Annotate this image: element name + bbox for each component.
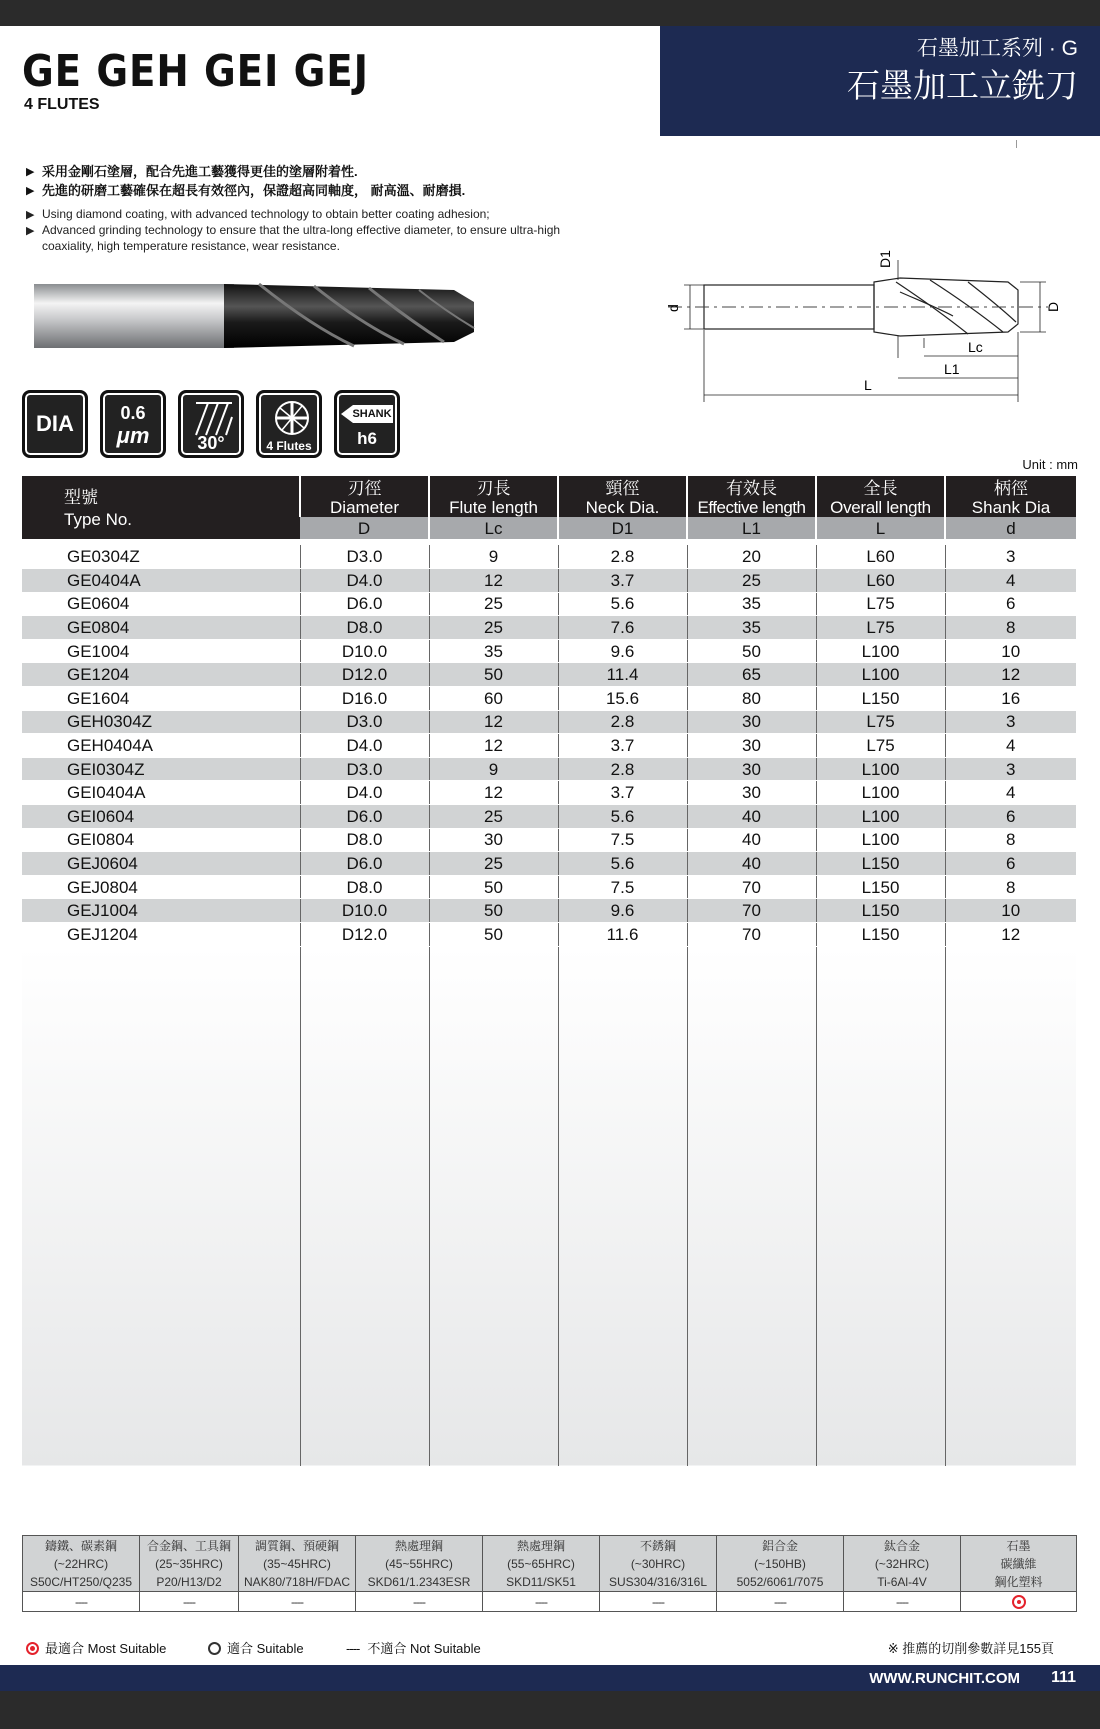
table-row [22, 923, 1076, 947]
material-hardness: (55~65HRC) [507, 1556, 575, 1571]
material-name: 合金鋼、工具鋼 [146, 1538, 231, 1553]
table-row [22, 805, 1076, 829]
four-flute-cross-icon [272, 398, 312, 438]
suitability-cell: ---- [23, 1592, 140, 1612]
flutes-subtitle: 4 FLUTES [24, 96, 100, 113]
material-name: 石墨 [1006, 1538, 1031, 1553]
triangle-bullet-icon: ▶ [26, 225, 35, 237]
column-header-zh: 刃徑 [347, 479, 382, 498]
table-cell: L150 [816, 852, 945, 876]
flutes-label: 4 Flutes [266, 439, 312, 453]
table-cell: 3 [945, 710, 1076, 734]
symbol-cell: L [816, 517, 945, 539]
legend-most [26, 1638, 166, 1657]
type-no-cell: GE0304Z [22, 545, 300, 569]
material-name: 調質鋼、預硬鋼 [254, 1538, 339, 1553]
table-cell: 11.4 [558, 663, 687, 687]
table-cell: D6.0 [300, 592, 429, 616]
material-hardness: (~150HB) [754, 1556, 806, 1571]
material-cell [844, 1536, 961, 1592]
table-cell: 16 [945, 687, 1076, 711]
table-cell: 50 [429, 899, 558, 923]
table-cell: 8 [945, 875, 1076, 899]
table-cell: L100 [816, 828, 945, 852]
type-no-cell: GEJ1004 [22, 899, 300, 923]
table-row [22, 828, 1076, 852]
table-cell: D12.0 [300, 663, 429, 687]
type-no-cell: GE0404A [22, 569, 300, 593]
table-cell: D4.0 [300, 781, 429, 805]
material-examples: SUS304/316/316L [608, 1574, 708, 1589]
most-suitable-icon [1012, 1595, 1026, 1609]
table-cell: 7.5 [558, 828, 687, 852]
suitability-row [23, 1592, 1077, 1612]
symbol-cell: L1 [687, 517, 816, 539]
unit-label: Unit : mm [1022, 457, 1078, 472]
table-cell: 50 [429, 663, 558, 687]
table-row [22, 852, 1076, 876]
type-no-cell: GEH0304Z [22, 710, 300, 734]
suitability-cell: ---- [239, 1592, 356, 1612]
empty-filler-row [22, 946, 1076, 1466]
feature-text: Advanced grinding technology to ensure that the ultra-long effective diameter, to ensure ultra-high coaxiality, high temperature resistance, wear resistance. [42, 223, 561, 253]
series-label: 石墨加工系列 · G [917, 37, 1078, 60]
material-cell [239, 1536, 356, 1592]
suitability-cell [961, 1592, 1077, 1612]
table-cell: 5.6 [558, 592, 687, 616]
model-title: GE GEH GEI GEJ [22, 46, 369, 97]
material-name: 熱處理鋼 [394, 1538, 443, 1553]
material-cell [23, 1536, 140, 1592]
column-header-en: Overall length [830, 498, 931, 517]
table-cell: 2.8 [558, 710, 687, 734]
table-cell: 25 [429, 592, 558, 616]
top-bar [0, 0, 1100, 26]
table-row [22, 781, 1076, 805]
material-examples: SKD11/SK51 [506, 1574, 576, 1589]
suitability-cell: ---- [140, 1592, 239, 1612]
material-cell [356, 1536, 483, 1592]
table-cell: 2.8 [558, 757, 687, 781]
table-cell: 70 [687, 875, 816, 899]
material-name: 鋁合金 [761, 1538, 798, 1553]
dimension-diagram [665, 240, 1080, 400]
table-cell: 6 [945, 592, 1076, 616]
legend-not-suitable-text: 不適合 Not Suitable [367, 1641, 481, 1656]
bottom-bar [0, 1691, 1100, 1729]
material-name: 鑄鐵、碳素鋼 [44, 1538, 117, 1553]
material-cell [140, 1536, 239, 1592]
table-row [22, 545, 1076, 569]
table-cell: 3.7 [558, 569, 687, 593]
spec-table-body [22, 539, 1076, 1466]
flutes-icon [256, 390, 322, 458]
suitability-cell: ---- [600, 1592, 717, 1612]
table-cell: 80 [687, 687, 816, 711]
table-cell: 50 [429, 875, 558, 899]
label-D1: D1 [877, 250, 893, 268]
table-cell: 7.6 [558, 616, 687, 640]
material-examples: S50C/HT250/Q235 [29, 1574, 133, 1589]
material-cell [961, 1536, 1077, 1592]
legend-suitable [208, 1638, 304, 1657]
empty-cell [687, 946, 816, 1466]
table-cell: L150 [816, 899, 945, 923]
table-cell: 7.5 [558, 875, 687, 899]
feature-text: 先進的研磨工藝確保在超長有效徑內，保證超高同軸度， 耐高溫、耐磨損. [42, 183, 466, 198]
table-cell: 10 [945, 639, 1076, 663]
type-no-cell: GEJ0604 [22, 852, 300, 876]
table-cell: D6.0 [300, 805, 429, 829]
label-D: D [1045, 301, 1061, 312]
dia-icon [22, 390, 88, 458]
symbol-cell: Lc [429, 517, 558, 539]
type-no-cell: GEI0604 [22, 805, 300, 829]
table-cell: 12 [429, 734, 558, 758]
table-cell: 12 [945, 923, 1076, 947]
table-cell: 6 [945, 805, 1076, 829]
table-cell: 3 [945, 757, 1076, 781]
table-row [22, 639, 1076, 663]
label-L: L [864, 377, 872, 393]
table-cell: L75 [816, 734, 945, 758]
table-cell: D3.0 [300, 757, 429, 781]
column-header [816, 476, 945, 517]
shank-label: SHANK [352, 408, 392, 420]
table-row [22, 687, 1076, 711]
type-no-cell: GE0804 [22, 616, 300, 640]
table-cell: 12 [429, 710, 558, 734]
material-examples: NAK80/718H/FDAC [243, 1574, 351, 1589]
type-no-cell: GEI0304Z [22, 757, 300, 781]
table-cell: 4 [945, 734, 1076, 758]
column-header [945, 476, 1076, 517]
table-cell: 50 [687, 639, 816, 663]
table-cell: 35 [687, 592, 816, 616]
symbol-cell: D [300, 517, 429, 539]
material-hardness: (~30HRC) [630, 1556, 686, 1571]
table-cell: L100 [816, 663, 945, 687]
most-suitable-icon [26, 1642, 39, 1655]
table-cell: 70 [687, 923, 816, 947]
suitability-cell: ---- [717, 1592, 844, 1612]
table-cell: 30 [687, 781, 816, 805]
type-no-cell: GE1004 [22, 639, 300, 663]
table-cell: 30 [429, 828, 558, 852]
table-cell: 8 [945, 616, 1076, 640]
material-cell [717, 1536, 844, 1592]
table-cell: D3.0 [300, 545, 429, 569]
table-cell: 70 [687, 899, 816, 923]
column-header [558, 476, 687, 517]
table-cell: 25 [429, 852, 558, 876]
table-cell: L150 [816, 875, 945, 899]
table-cell: 15.6 [558, 687, 687, 711]
material-name: 熱處理鋼 [516, 1538, 565, 1553]
table-cell: 35 [687, 616, 816, 640]
triangle-bullet-icon: ▶ [26, 209, 35, 221]
type-no-cell: GE1204 [22, 663, 300, 687]
feature-text: 采用金剛石塗層，配合先進工藝獲得更佳的塗層附着性. [42, 164, 358, 179]
empty-cell [816, 946, 945, 1466]
table-cell: 4 [945, 781, 1076, 805]
table-cell: L100 [816, 757, 945, 781]
table-row [22, 757, 1076, 781]
column-header-en: Diameter [330, 498, 399, 517]
table-cell: L100 [816, 639, 945, 663]
column-header [300, 476, 429, 517]
material-name: 不銹鋼 [639, 1538, 676, 1553]
label-L1: L1 [944, 361, 960, 377]
material-hardness: (35~45HRC) [263, 1556, 331, 1571]
suitability-cell: ---- [483, 1592, 600, 1612]
table-cell: 4 [945, 569, 1076, 593]
table-cell: 8 [945, 828, 1076, 852]
table-cell: 9 [429, 757, 558, 781]
table-cell: D8.0 [300, 875, 429, 899]
table-cell: D4.0 [300, 569, 429, 593]
table-cell: L75 [816, 592, 945, 616]
table-cell: 10 [945, 899, 1076, 923]
type-no-cell: GE1604 [22, 687, 300, 711]
helix-angle-icon [178, 390, 244, 458]
table-cell: L100 [816, 805, 945, 829]
table-cell: D12.0 [300, 923, 429, 947]
website-link[interactable]: WWW.RUNCHIT.COM [869, 1670, 1020, 1687]
label-Lc: Lc [968, 339, 983, 355]
symbol-cell: D1 [558, 517, 687, 539]
table-cell: 30 [687, 710, 816, 734]
table-cell: 12 [429, 569, 558, 593]
table-cell: 50 [429, 923, 558, 947]
table-cell: 5.6 [558, 852, 687, 876]
table-cell: L75 [816, 616, 945, 640]
table-cell: 35 [429, 639, 558, 663]
material-examples: 5052/6061/7075 [736, 1574, 824, 1589]
label-d: d [665, 304, 681, 312]
table-cell: 6 [945, 852, 1076, 876]
spec-table [22, 476, 1076, 1467]
table-cell: D16.0 [300, 687, 429, 711]
table-cell: 12 [945, 663, 1076, 687]
table-cell: D8.0 [300, 828, 429, 852]
table-cell: D4.0 [300, 734, 429, 758]
column-header-zh: 型號 [64, 488, 98, 507]
table-cell: 9 [429, 545, 558, 569]
empty-cell [300, 946, 429, 1466]
table-cell: L150 [816, 923, 945, 947]
table-cell: 3.7 [558, 734, 687, 758]
legend-most-text: 最適合 Most Suitable [45, 1641, 167, 1656]
material-hardness: (25~35HRC) [155, 1556, 223, 1571]
table-cell: 25 [429, 805, 558, 829]
feature-item [26, 222, 586, 254]
table-cell: 3.7 [558, 781, 687, 805]
page-number: 111 [1051, 1669, 1076, 1686]
column-header [22, 476, 300, 539]
triangle-bullet-icon: ▶ [26, 185, 35, 197]
page-footer [0, 1665, 1100, 1691]
legend-not-suitable [346, 1638, 481, 1657]
type-no-cell: GEI0404A [22, 781, 300, 805]
table-row [22, 592, 1076, 616]
table-cell: L60 [816, 569, 945, 593]
table-cell: 9.6 [558, 639, 687, 663]
material-name: 鈦合金 [883, 1538, 920, 1553]
table-header-row [22, 476, 1076, 517]
material-hardness: 碳纖維 [1000, 1556, 1037, 1571]
table-cell: 60 [429, 687, 558, 711]
feature-item [26, 181, 586, 200]
material-hardness: (~32HRC) [874, 1556, 930, 1571]
type-no-cell: GEH0404A [22, 734, 300, 758]
empty-cell [945, 946, 1076, 1466]
type-no-cell: GEJ0804 [22, 875, 300, 899]
feature-item [26, 162, 586, 181]
feature-list [26, 162, 586, 254]
not-suitable-icon: ---- [346, 1641, 360, 1656]
column-header [687, 476, 816, 517]
material-hardness: (45~55HRC) [385, 1556, 453, 1571]
helix-angle: 30° [197, 433, 225, 453]
column-header [429, 476, 558, 517]
column-header-zh: 柄徑 [994, 479, 1028, 498]
feature-icons [22, 390, 400, 458]
table-cell: D10.0 [300, 639, 429, 663]
table-cell: D6.0 [300, 852, 429, 876]
empty-cell [22, 946, 300, 1466]
table-cell: L60 [816, 545, 945, 569]
triangle-bullet-icon: ▶ [26, 166, 35, 178]
coating-unit: μm [116, 423, 150, 448]
material-table [22, 1535, 1077, 1612]
table-cell: 30 [687, 757, 816, 781]
table-cell: 25 [429, 616, 558, 640]
column-header-en: Type No. [64, 510, 133, 529]
legend-suitable-text: 適合 Suitable [227, 1641, 304, 1656]
table-cell: 25 [687, 569, 816, 593]
column-header-en: Neck Dia. [585, 498, 660, 517]
column-header-en: Effective length [697, 498, 806, 517]
column-header-zh: 刃長 [476, 479, 511, 498]
feature-text: Using diamond coating, with advanced technology to obtain better coating adhesion; [42, 207, 490, 221]
symbol-cell: d [945, 517, 1076, 539]
material-names-row [23, 1536, 1077, 1592]
divider [1016, 140, 1017, 148]
legend-note: ※ 推薦的切削參數詳見155頁 [887, 1641, 1054, 1656]
shank-tolerance: h6 [357, 429, 377, 448]
table-cell: 12 [429, 781, 558, 805]
material-cell [600, 1536, 717, 1592]
table-cell: L150 [816, 687, 945, 711]
end-mill-photo [34, 282, 484, 350]
page-header [0, 26, 1100, 136]
table-row [22, 569, 1076, 593]
column-header-en: Flute length [449, 498, 538, 517]
material-examples: SKD61/1.2343ESR [367, 1574, 471, 1589]
empty-cell [429, 946, 558, 1466]
type-no-cell: GEI0804 [22, 828, 300, 852]
suitability-cell: ---- [844, 1592, 961, 1612]
series-name: 石墨加工立銑刀 [847, 67, 1078, 104]
table-cell: 20 [687, 545, 816, 569]
table-cell: 40 [687, 852, 816, 876]
table-cell: D8.0 [300, 616, 429, 640]
dia-label: DIA [36, 411, 74, 436]
material-examples: Ti-6Al-4V [877, 1574, 927, 1589]
table-row [22, 899, 1076, 923]
table-cell: 40 [687, 828, 816, 852]
type-no-cell: GEJ1204 [22, 923, 300, 947]
table-cell: L75 [816, 710, 945, 734]
material-examples: P20/H13/D2 [156, 1574, 222, 1589]
table-cell: 40 [687, 805, 816, 829]
table-cell: 11.6 [558, 923, 687, 947]
column-header-zh: 全長 [863, 479, 898, 498]
suitable-icon [208, 1642, 221, 1655]
column-header-en: Shank Dia [971, 498, 1051, 517]
table-cell: 65 [687, 663, 816, 687]
coating-value: 0.6 [120, 403, 146, 423]
table-cell: 30 [687, 734, 816, 758]
table-cell: 2.8 [558, 545, 687, 569]
table-cell: D10.0 [300, 899, 429, 923]
table-row [22, 710, 1076, 734]
column-header-zh: 頸徑 [605, 479, 640, 498]
coating-thickness-icon [100, 390, 166, 458]
table-row [22, 663, 1076, 687]
table-cell: 3 [945, 545, 1076, 569]
table-row [22, 875, 1076, 899]
type-no-cell: GE0604 [22, 592, 300, 616]
table-row [22, 734, 1076, 758]
material-examples: 鋼化塑料 [994, 1574, 1043, 1589]
table-cell: L100 [816, 781, 945, 805]
material-cell [483, 1536, 600, 1592]
table-row [22, 616, 1076, 640]
shank-tolerance-icon [334, 390, 400, 458]
table-cell: D3.0 [300, 710, 429, 734]
table-cell: 5.6 [558, 805, 687, 829]
suitability-cell: ---- [356, 1592, 483, 1612]
empty-cell [558, 946, 687, 1466]
column-header-zh: 有效長 [726, 479, 777, 498]
material-hardness: (~22HRC) [53, 1556, 109, 1571]
feature-item [26, 206, 586, 222]
table-cell: 9.6 [558, 899, 687, 923]
